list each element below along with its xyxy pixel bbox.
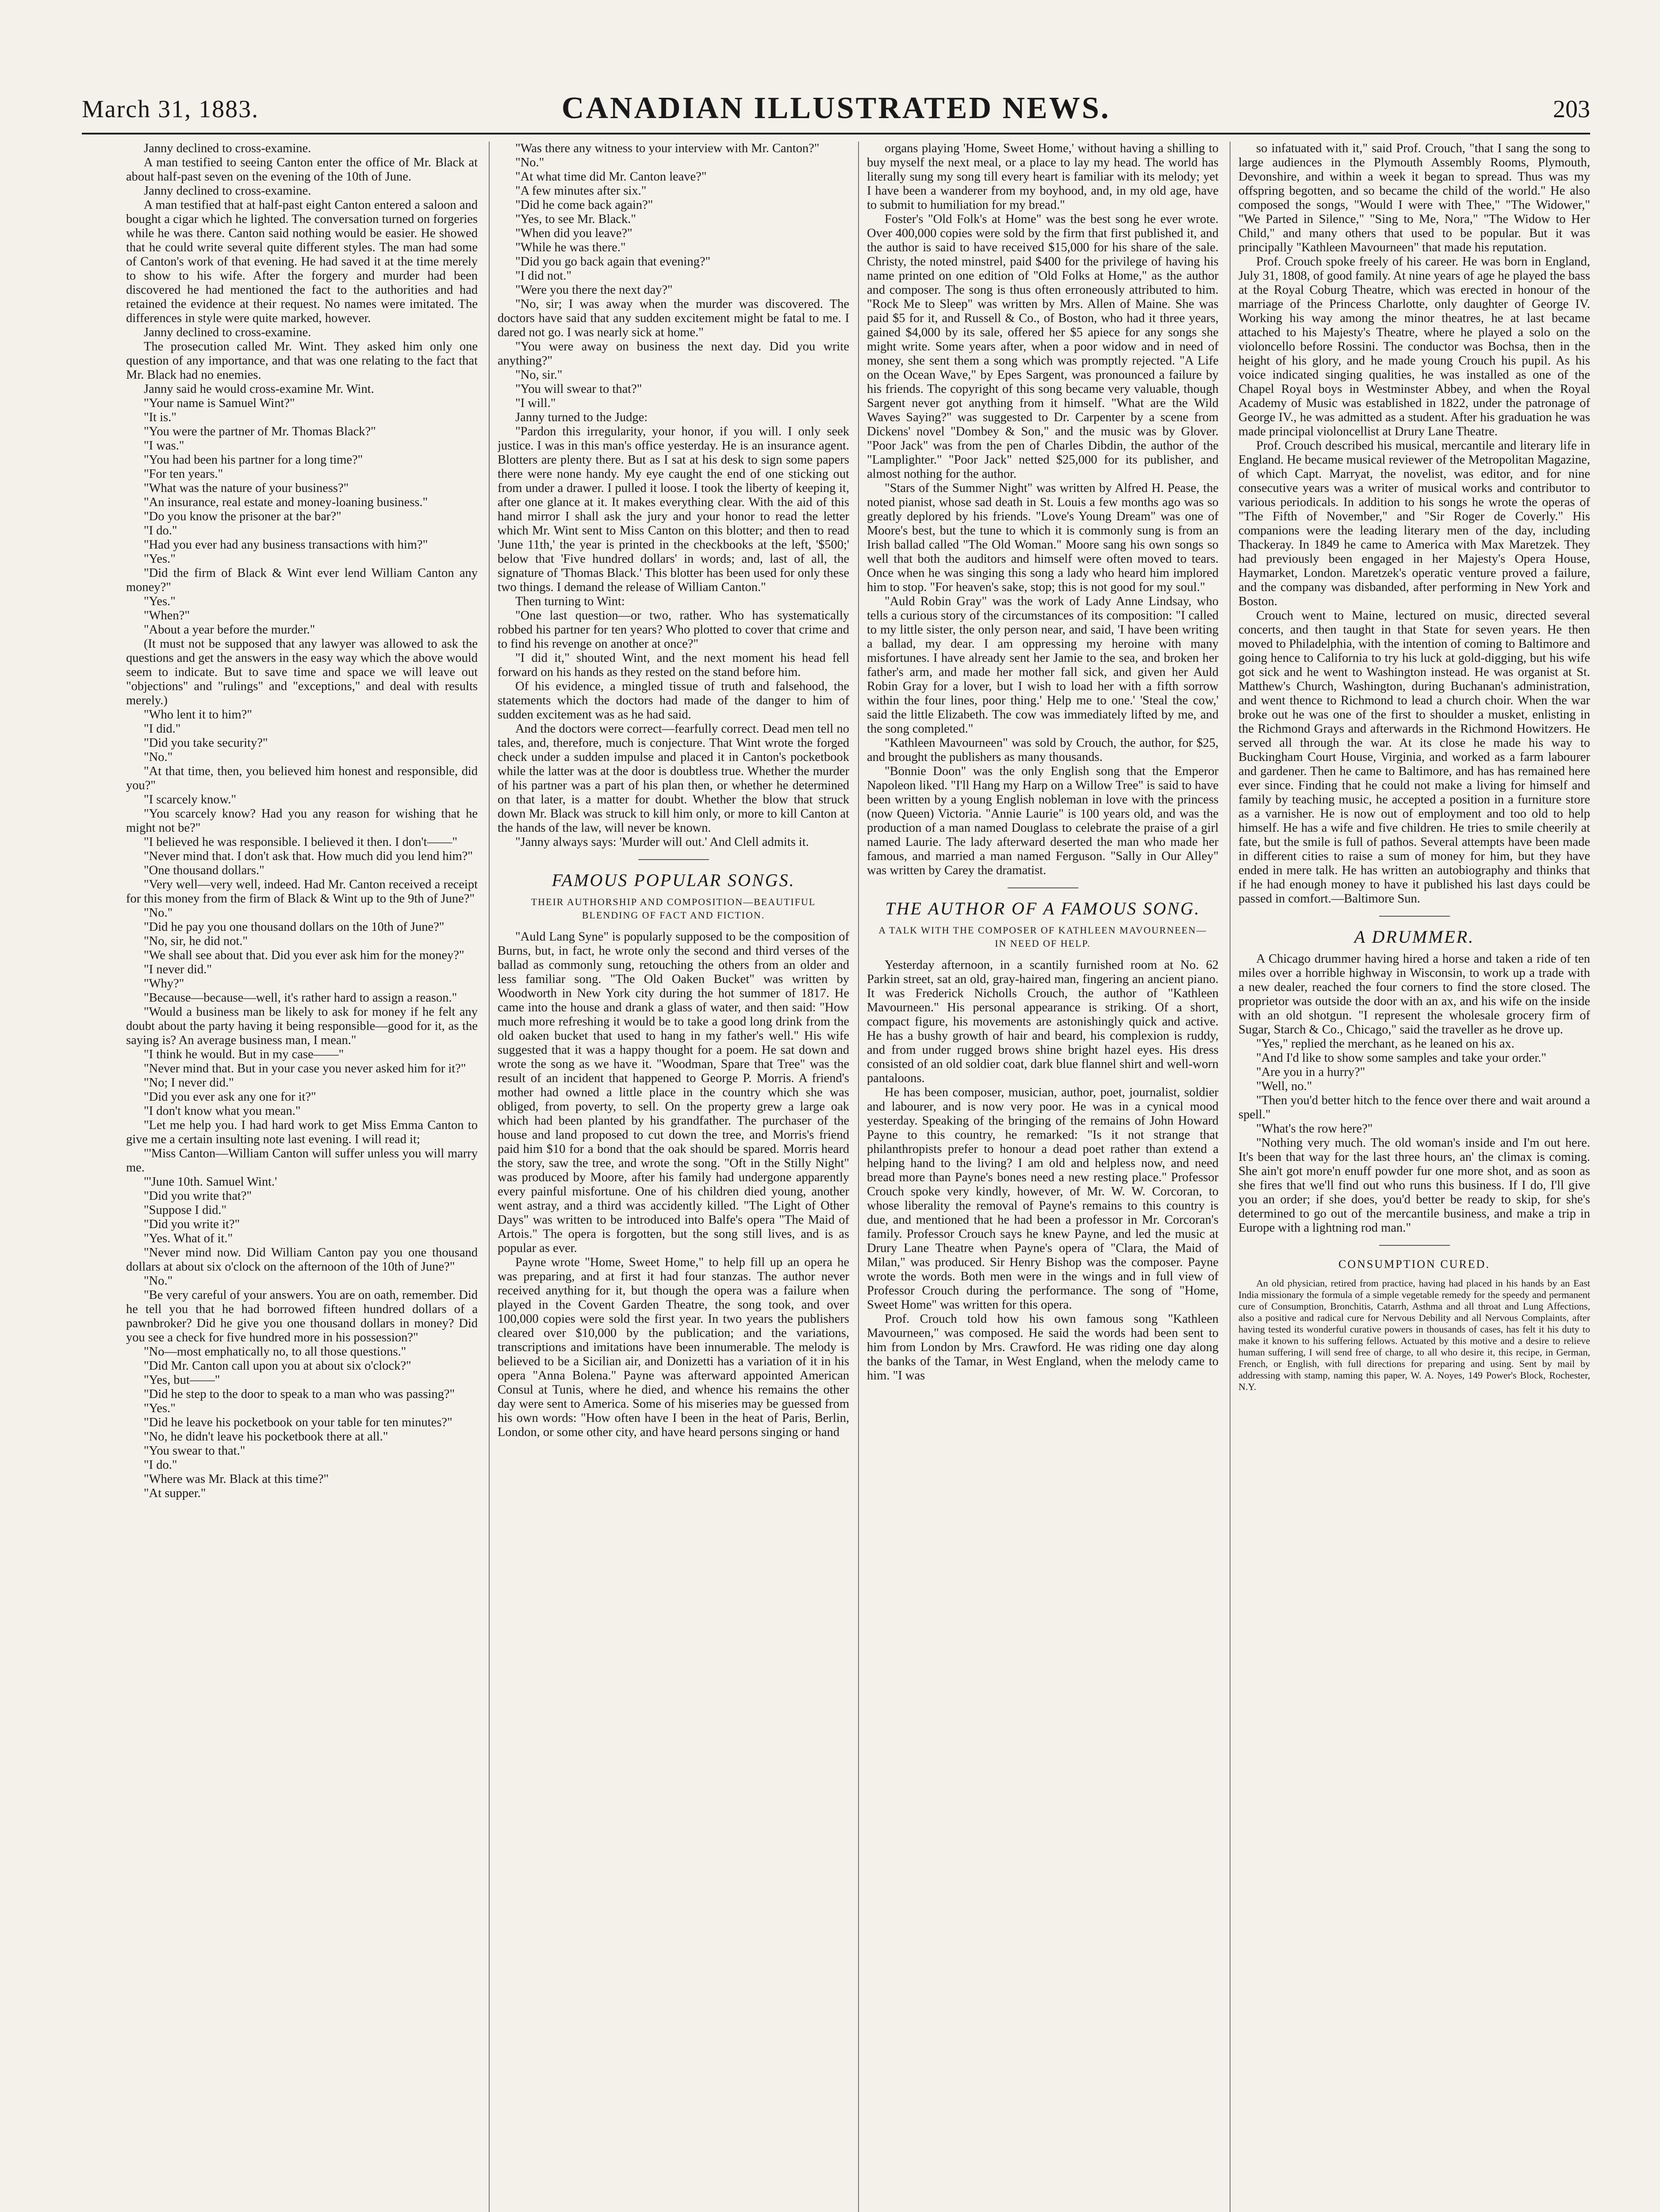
- paragraph: "No.": [144, 906, 173, 920]
- paragraph: "I did.": [144, 722, 181, 736]
- paragraph: "I never did.": [144, 963, 212, 976]
- paragraph: "Very well—very well, indeed. Had Mr. Canton received a receipt for this money from the firm of Black & Wint up to the 9th of June?": [126, 878, 478, 906]
- paragraph: "Did you write it?": [144, 1217, 240, 1231]
- paragraph: Prof. Crouch spoke freely of his career. He was born in England, July 31, 1808, of good family. At nine years of age he played the bass at the Royal Coburg Theatre, which was erected in honour of the marriage of the Princess Charlotte, only daughter of George IV. Working his way among the minor theatres, he at last became attached to his Majesty's Theatre, where he played a solo on the violoncello before Rossini. The conductor was Bochsa, then in the height of his glory, and he made young Crouch his pupil. As his voice indicated singing qualities, he was installed as one of the Chapel Royal boys in Westminster Abbey, and when the Royal Academy of Music was established in 1822, under the patronage of George IV., he was admitted as a student. After his graduation he was made principal violoncellist at Drury Lane Theatre.: [1238, 255, 1590, 438]
- paragraph: "You will swear to that?": [515, 382, 642, 396]
- paragraph: "When?": [144, 609, 190, 622]
- author-article-continued: [1238, 142, 1590, 906]
- author-article: [867, 958, 1219, 1383]
- column-2: [498, 142, 849, 2212]
- paragraph: "Never mind now. Did William Canton pay you one thousand dollars at about six o'clock on the afternoon of the 10th of June?": [126, 1246, 478, 1274]
- paragraph: Foster's "Old Folk's at Home" was the best song he ever wrote. Over 400,000 copies were sold by the firm that first published it, and the author is said to have received $15,000 for his share of the sale. Christy, the noted minstrel, paid $400 for the privilege of having his name printed on one edition of "Old Folks at Home," as the author and composer. The song is thus often erroneously attributed to him. "Rock Me to Sleep" was written by Mrs. Allen of Maine. She was paid $5 for it, and Russell & Co., of Boston, who had it three years, gained $4,000 by its sale, offered her $5 apiece for any songs she might write. Some years after, when a poor widow and in need of money, she sent them a song which was promptly rejected. "A Life on the Ocean Wave," by Epes Sargent, was pronounced a failure by his friends. The copyright of this song became very valuable, though Sargent never got anything from it himself. "What are the Wild Waves Saying?" was suggested to Dr. Carpenter by a scene from Dickens' novel "Dombey & Son," and the music was by Glover. "Poor Jack" was from the pen of Charles Dibdin, the author of the "Lamplighter." "Poor Jack" netted $25,000 for its publisher, and almost nothing for the author.: [867, 212, 1219, 481]
- header-rule: [82, 133, 1590, 134]
- paragraph: "Did he pay you one thousand dollars on the 10th of June?": [144, 920, 445, 934]
- paragraph: "Yes, to see Mr. Black.": [515, 212, 636, 226]
- paragraph: Janny declined to cross-examine.: [144, 142, 311, 155]
- paragraph: "No.": [515, 156, 544, 169]
- paragraph: Payne wrote "Home, Sweet Home," to help fill up an opera he was preparing, and at first it had four stanzas. The author never received anything for it, but though the opera was a failure when played in the Covent Garden Theatre, the song took, and over 100,000 copies were sold the first year. In two years the publishers cleared over $10,000 by the publication; and the variations, transcriptions and imitations have been innumerable. The melody is believed to be a Sicilian air, and Donizetti has a variation of it in his opera "Anna Bolena." Payne was afterward appointed American Consul at Tunis, where he died, and whence his remains the other day were sent to America. Some of his miseries may be guessed from his own words: "How often have I been in the heat of Paris, Berlin, London, or some other city, and have heard persons singing or hand: [498, 1256, 849, 1439]
- paragraph: "'Miss Canton—William Canton will suffer unless you will marry me.: [126, 1147, 478, 1175]
- paragraph: "At what time did Mr. Canton leave?": [515, 170, 707, 184]
- paragraph: "One last question—or two, rather. Who has systematically robbed his partner for ten years? Who plotted to cover that crime and to find his revenge on another at once?": [498, 609, 849, 651]
- paragraph: "Yes.": [144, 1402, 176, 1415]
- author-subheading: A TALK WITH THE COMPOSER OF KATHLEEN MAVOURNEEN—IN NEED OF HELP.: [878, 925, 1207, 949]
- paragraph: "I do.": [144, 1458, 177, 1472]
- paragraph: Yesterday afternoon, in a scantily furnished room at No. 62 Parkin street, sat an old, gray-haired man, fingering an ancient piano. It was Frederick Nicholls Crouch, the author of "Kathleen Mavourneen." His personal appearance is striking. Of a short, compact figure, his movements are astonishingly quick and active. He has a bushy growth of hair and beard, his complexion is ruddy, and from under rugged brows shine bright hazel eyes. His dress consisted of an old soldier coat, dark blue flannel shirt and well-worn pantaloons.: [867, 958, 1219, 1085]
- masthead-title: CANADIAN ILLUSTRATED NEWS.: [561, 91, 1111, 125]
- paragraph: "It is.": [144, 411, 176, 424]
- paragraph: "No—most emphatically no, to all those questions.": [144, 1345, 406, 1359]
- paragraph: "No.": [144, 750, 173, 764]
- paragraph: "You were the partner of Mr. Thomas Black?": [144, 425, 376, 438]
- column-4: [1238, 142, 1590, 2212]
- column-divider: [1230, 142, 1231, 2212]
- paragraph: "I was.": [144, 439, 184, 453]
- songs-heading: FAMOUS POPULAR SONGS.: [552, 870, 795, 890]
- paragraph: "Never mind that. I don't ask that. How much did you lend him?": [144, 849, 473, 863]
- paragraph: "Be very careful of your answers. You are on oath, remember. Did he tell you that he had borrowed fifteen hundred dollars of a pawnbroker? Did he give you one thousand dollars in money? Did you see a check for five hundred more in his possession?": [126, 1288, 478, 1344]
- paragraph: Janny declined to cross-examine.: [144, 326, 311, 339]
- paragraph: (It must not be supposed that any lawyer was allowed to ask the questions and get the answers in the easy way which the above would seem to indicate. But to save time and space we will leave out "objections" and "rulings" and "exceptions," and deal with results merely.): [126, 637, 478, 707]
- songs-article-continued: [867, 142, 1219, 878]
- paragraph: "Auld Robin Gray" was the work of Lady Anne Lindsay, who tells a curious story of the circumstances of its composition: "I called to my little sister, the only person near, and said, 'I have been writing a ballad, my dear. I am oppressing my heroine with many misfortunes. I have already sent her Jamie to the sea, and broken her father's arm, and made her mother fall sick, and given her Auld Robin Gray for a lover, but I wish to load her with a fifth sorrow within the four lines, poor thing.' Help me to one.' 'Steal the cow,' said the little Elizabeth. The cow was immediately lifted by me, and the song completed.": [867, 595, 1219, 736]
- paragraph: "Well, no.": [1256, 1079, 1312, 1093]
- paragraph: A Chicago drummer having hired a horse and taken a ride of ten miles over a horrible highway in Wisconsin, to work up a trade with a new dealer, reached the four corners to find the store closed. The proprietor was outside the door with an ax, and his wife on the inside with an old shotgun. "I represent the wholesale grocery firm of Sugar, Starch & Co., Chicago," said the traveller as he drove up.: [1238, 952, 1590, 1037]
- paragraph: "Yes, but——": [144, 1373, 220, 1387]
- paragraph: "We shall see about that. Did you ever ask him for the money?": [144, 949, 464, 962]
- paragraph: "A few minutes after six.": [515, 184, 647, 198]
- paragraph: Crouch went to Maine, lectured on music, directed several concerts, and then taught in that State for seven years. He then moved to Philadelphia, with the intention of coming to Baltimore and going hence to California to try his luck at gold-digging, but his wife got sick and he went to Washington instead. He was organist at St. Matthew's Church, Washington, during Buchanan's administration, and went thence to Richmond to lead a church choir. When the war broke out he was one of the first to shoulder a musket, enlisting in the Richmond Grays and afterwards in the Richmond Howitzers. He served all through the war. At its close he made his way to Buckingham Court House, Virginia, and worked as a farm labourer and gardener. Then he came to Baltimore, and has has remained here ever since. Finding that he could not make a living for himself and family by teaching music, he accepted a position in a furniture store as a varnisher. He is now out of employment and too old to help himself. He has a wife and five children. He tries to smile cheerily at fate, but the smile is full of pathos. Several attempts have been made in different cities to raise a sum of money for him, but they have ended in mere talk. He has written an autobiography and thinks that if he had enough money to have it published his last days could be passed in comfort.—Baltimore Sun.: [1238, 609, 1590, 906]
- paragraph: Janny said he would cross-examine Mr. Wint.: [144, 382, 374, 396]
- paragraph: "Stars of the Summer Night" was written by Alfred H. Pease, the noted pianist, whose sad death in St. Louis a few months ago was so greatly deplored by his friends. "Love's Young Dream" was one of Moore's best, but the tune to which it is commonly sung is from an Irish ballad called "The Old Woman." Moore sang his own songs so well that both the auditors and himself were often moved to tears. Once when he was singing this song a lady who heard him implored him to stop. "For heaven's sake, stop; this is not good for my soul.": [867, 481, 1219, 594]
- paragraph: "I believed he was responsible. I believed it then. I don't——": [144, 835, 458, 849]
- paragraph: A man testified to seeing Canton enter the office of Mr. Black at about half-past seven on the evening of the 10th of June.: [126, 156, 478, 184]
- section-divider: [638, 859, 709, 860]
- paragraph: "Never mind that. But in your case you never asked him for it?": [144, 1062, 466, 1075]
- paragraph: "Then you'd better hitch to the fence over there and wait around a spell.": [1238, 1094, 1590, 1121]
- paragraph: "Janny always says: 'Murder will out.' And Clell admits it.: [515, 835, 809, 849]
- paragraph: "Yes," replied the merchant, as he leaned on his ax.: [1256, 1037, 1514, 1051]
- paragraph: Janny declined to cross-examine.: [144, 184, 311, 198]
- paragraph: "Where was Mr. Black at this time?": [144, 1472, 329, 1486]
- consumption-heading: CONSUMPTION CURED.: [1338, 1258, 1490, 1271]
- paragraph: "When did you leave?": [515, 227, 633, 240]
- paragraph: "No, he didn't leave his pocketbook there at all.": [144, 1430, 388, 1444]
- paragraph: "Why?": [144, 977, 184, 991]
- paragraph: "Pardon this irregularity, your honor, if you will. I only seek justice. I was in this man's office yesterday. He is an insurance agent. Blotters are plenty there. But as I sat at his desk to sign some papers there were none handy. My eye caught the end of one sticking out from under a drawer. I pulled it loose. I took the liberty of keeping it, after one glance at it. It makes everything clear. With the aid of this hand mirror I shall ask the jury and your honor to read the letter which Mr. Wint sent to Miss Canton on this blotter; and then to read 'June 11th,' the year is printed in the checkbooks at the left, '$500;' below that 'Five hundred dollars' in words; and, last of all, the signature of 'Thomas Black.' This blotter has been used for only these two things. I demand the release of William Canton.": [498, 425, 849, 594]
- paragraph: "No, sir.": [515, 368, 563, 382]
- paragraph: "Did the firm of Black & Wint ever lend William Canton any money?": [126, 566, 478, 594]
- paragraph: Janny turned to the Judge:: [515, 411, 648, 424]
- paragraph: "Bonnie Doon" was the only English song that the Emperor Napoleon liked. "I'll Hang my Harp on a Willow Tree" is said to have been written by a young English nobleman in love with the princess (now Queen) Victoria. "Annie Laurie" is 100 years old, and was the production of a man named Douglass to celebrate the praise of a girl named Laurie. The lady afterward deserted the man who made her famous, and married a man named Ferguson. "Sally in Our Alley" was written by Carey the dramatist.: [867, 764, 1219, 877]
- section-divider: [1379, 1245, 1450, 1246]
- paragraph: "Was there any witness to your interview with Mr. Canton?": [515, 142, 820, 155]
- songs-subheading: THEIR AUTHORSHIP AND COMPOSITION—BEAUTIFUL BLENDING OF FACT AND FICTION.: [531, 896, 816, 921]
- paragraph: "What was the nature of your business?": [144, 481, 349, 495]
- paragraph: "Yes.": [144, 552, 176, 566]
- paragraph: "You scarcely know? Had you any reason for wishing that he might not be?": [126, 807, 478, 835]
- column-divider: [489, 142, 490, 2212]
- paragraph: "What's the row here?": [1256, 1122, 1373, 1136]
- issue-date: March 31, 1883.: [82, 96, 259, 123]
- paragraph: "You were away on business the next day. Did you write anything?": [498, 340, 849, 368]
- paragraph: "Did you write that?": [144, 1189, 252, 1203]
- paragraph: "Because—because—well, it's rather hard to assign a reason.": [144, 991, 457, 1005]
- paragraph: "I think he would. But in my case——": [144, 1048, 344, 1061]
- paragraph: "Did he leave his pocketbook on your table for ten minutes?": [144, 1416, 452, 1429]
- paragraph: "Did he step to the door to speak to a man who was passing?": [144, 1387, 455, 1401]
- paragraph: "Who lent it to him?": [144, 708, 252, 722]
- trial-story-part-2: [498, 142, 849, 849]
- paragraph: Prof. Crouch told how his own famous song "Kathleen Mavourneen," was composed. He said the words had been sent to him from London by Mrs. Crawford. He was riding one day along the banks of the Tamar, in West England, when the melody came to him. "I was: [867, 1312, 1219, 1382]
- paragraph: "While he was there.": [515, 241, 626, 254]
- paragraph: "Yes.": [144, 595, 176, 608]
- paragraph: "Suppose I did.": [144, 1203, 227, 1217]
- paragraph: A man testified that at half-past eight Canton entered a saloon and bought a cigar which he lighted. The conversation turned on forgeries while he was there. Canton said nothing would be easier. He showed that he could write several quite different styles. The man had some of Canton's work of that evening. He had saved it at the time merely to show to his wife. After the forgery and murder had been discovered he had mentioned the fact to the authorities and had retained the evidence at their request. No names were imitated. The differences in style were quite marked, however.: [126, 198, 478, 325]
- paragraph: "Let me help you. I had hard work to get Miss Emma Canton to give me a certain insulting note last evening. I will read it;: [126, 1118, 478, 1146]
- paragraph: "Yes. What of it.": [144, 1232, 233, 1245]
- paragraph: "No; I never did.": [144, 1076, 234, 1090]
- songs-article: [498, 930, 849, 1440]
- paragraph: "I scarcely know.": [144, 793, 236, 806]
- paragraph: Then turning to Wint:: [515, 595, 625, 608]
- paragraph: "Your name is Samuel Wint?": [144, 396, 295, 410]
- trial-story-part-1: [126, 142, 478, 1501]
- paragraph: Prof. Crouch described his musical, mercantile and literary life in England. He became musical reviewer of the Metropolitan Magazine, of which Capt. Marryat, the novelist, was editor, and for nine consecutive years was a writer of musical works and contributor to various periodicals. In addition to his songs he wrote the operas of "The Fifth of November," and "Sir Roger de Coverly." His companions were the leading literary men of the day, including Thackeray. In 1849 he came to America with Max Maretzek. They had previously been engaged in her Majesty's Opera House, Haymarket, London. Maretzek's operatic venture proved a failure, and the company was disbanded, after performing in New York and Boston.: [1238, 439, 1590, 608]
- paragraph: "Are you in a hurry?": [1256, 1065, 1365, 1079]
- drummer-heading: A DRUMMER.: [1354, 927, 1475, 947]
- paragraph: "'June 10th. Samuel Wint.': [144, 1175, 277, 1189]
- paragraph: "No, sir, he did not.": [144, 934, 248, 948]
- paragraph: "Did Mr. Canton call upon you at about six o'clock?": [144, 1359, 411, 1373]
- column-1: [126, 142, 478, 2212]
- paragraph: "No.": [144, 1274, 173, 1288]
- consumption-advert: An old physician, retired from practice, having had placed in his hands by an East India missionary the formula of a simple vegetable remedy for the speedy and permanent cure of Consumption, Bronchitis, Catarrh, Asthma and all throat and Lung Affections, also a positive and radical cure for Nervous Debility and all Nervous Complaints, after having tested its wonderful curative powers in thousands of cases, has felt it his duty to make it known to his suffering fellows. Actuated by this motive and a desire to relieve human suffering, I will send free of charge, to all who desire it, this recipe, in German, French, or English, with full directions for preparing and using. Sent by mail by addressing with stamp, naming this paper, W. A. Noyes, 149 Power's Block, Rochester, N.Y.: [1238, 1278, 1590, 1392]
- paragraph: "I did not.": [515, 269, 571, 283]
- paragraph: so infatuated with it," said Prof. Crouch, "that I sang the song to large audiences in the Plymouth Assembly Rooms, Plymouth, Devonshire, and within a week it began to spread. Thus was my offspring begotten, and so became the child of the world." He also composed the songs, "Would I were with Thee," "The Widower," "We Parted in Silence," "Sing to Me, Nora," "The Widow to Her Child," and many others that used to be popular. But it was principally "Kathleen Mavourneen" that made his reputation.: [1238, 142, 1590, 254]
- paragraph: "Did he come back again?": [515, 198, 653, 212]
- paragraph: "Kathleen Mavourneen" was sold by Crouch, the author, for $25, and brought the publishers as many thousands.: [867, 736, 1219, 764]
- paragraph: The prosecution called Mr. Wint. They asked him only one question of any importance, and that was one relating to the fact that Mr. Black had no enemies.: [126, 340, 478, 382]
- paragraph: "You had been his partner for a long time?": [144, 453, 363, 467]
- paragraph: "Nothing very much. The old woman's inside and I'm out here. It's been that way for the last three hours, an' the climax is coming. She ain't got more'n enuff powder fur one more shot, and as soon as she fires that we'll find out who runs this business. If I do, I'll give you an order; if she does, you'd better be ready to skip, for she's determined to go out of the mercantile business, and make a trip in Europe with a lightning rod man.": [1238, 1136, 1590, 1235]
- paragraph: "Were you there the next day?": [515, 283, 673, 297]
- column-divider: [858, 142, 859, 2212]
- section-divider: [1008, 887, 1078, 888]
- paragraph: "Had you ever had any business transactions with him?": [144, 538, 428, 552]
- paragraph: "At that time, then, you believed him honest and responsible, did you?": [126, 764, 478, 792]
- paragraph: Of his evidence, a mingled tissue of truth and falsehood, the statements which the doctors had made of the danger to him of sudden excitement was as he had said.: [498, 680, 849, 722]
- paragraph: "At supper.": [144, 1486, 206, 1500]
- paragraph: "I will.": [515, 396, 556, 410]
- section-divider: [1379, 916, 1450, 917]
- paragraph: "Would a business man be likely to ask for money if he felt any doubt about the party having it being responsible—good for it, as the saying is? An average business man, I mean.": [126, 1005, 478, 1047]
- paragraph: "Did you go back again that evening?": [515, 255, 711, 269]
- paragraph: "I did it," shouted Wint, and the next moment his head fell forward on his hands as they rested on the stand before him.: [498, 651, 849, 679]
- paragraph: "One thousand dollars.": [144, 864, 265, 877]
- author-heading: THE AUTHOR OF A FAMOUS SONG.: [885, 899, 1200, 918]
- paragraph: "For ten years.": [144, 467, 223, 481]
- paragraph: "Did you ever ask any one for it?": [144, 1090, 316, 1104]
- paragraph: organs playing 'Home, Sweet Home,' without having a shilling to buy myself the next meal, or a place to lay my head. The world has literally sung my song till every heart is familiar with its melody; yet I have been a wanderer from my boyhood, and, in my old age, have to submit to humiliation for my bread.": [867, 142, 1219, 212]
- paragraph: "I don't know what you mean.": [144, 1104, 301, 1118]
- paragraph: He has been composer, musician, author, poet, journalist, soldier and labourer, and is now very poor. He was in a cynical mood yesterday. Speaking of the bringing of the remains of John Howard Payne to this country, he remarked: "Is it not strange that philanthropists prefer to honour a dead poet rather than extend a helping hand to the living? I am old and helpless now, and need bread more than Payne's bones need a new resting place." Professor Crouch spoke very kindly, however, of Mr. W. W. Corcoran, to whose liberality the removal of Payne's remains to this country is due, and mentioned that he had been a professor in Mr. Corcoran's family. Professor Crouch says he knew Payne, and led the music at Drury Lane Theatre when Payne's opera of "Clara, the Maid of Milan," was produced. Sir Henry Bishop was the composer. Payne wrote the words. Both men were in the wings and in full view of Professor Crouch during the performance. The song of "Home, Sweet Home" was written for this opera.: [867, 1086, 1219, 1312]
- drummer-article: [1238, 952, 1590, 1235]
- paragraph: "Auld Lang Syne" is popularly supposed to be the composition of Burns, but, in fact, he wrote only the second and third verses of the ballad as commonly sung, retouching the others from an older and less familiar song. "The Old Oaken Bucket" was written by Woodworth in New York city during the hot summer of 1817. He came into the house and drank a glass of water, and then said: "How much more refreshing it would be to take a good long drink from the old oaken bucket that used to hang in my father's well." His wife suggested that it was a happy thought for a poem. He sat down and wrote the song as we have it. "Woodman, Spare that Tree" was the result of an incident that happened to George P. Morris. A friend's mother had owned a little place in the country which she was obliged, from poverty, to sell. On the property grew a large oak which had been planted by his grandfather. The purchaser of the house and land proposed to cut down the tree, and Morris's friend paid him $10 for a bond that the oak should be spared. Morris heard the story, saw the tree, and wrote the song. "Oft in the Stilly Night" was produced by Moore, after his family had undergone apparently every painful misfortune. One of his children died young, another went astray, and a third was accidently killed. "The Light of Other Days" was written to be introduced into Balfe's opera "The Maid of Artois." The opera is forgotten, but the song still lives, and is as popular as ever.: [498, 930, 849, 1255]
- paragraph: And the doctors were correct—fearfully correct. Dead men tell no tales, and, therefore, much is conjecture. That Wint wrote the forged check under a sudden impulse and placed it in Canton's pocketbook while the latter was at the door is doubtless true. Whether the murder of his partner was a part of his plan then, or whether he determined on that later, is a matter for doubt. Whether the blow that struck down Mr. Black was struck to kill him only, or more to kill Canton at the hands of the law, will never be known.: [498, 722, 849, 835]
- paragraph: "I do.": [144, 524, 177, 538]
- page-number: 203: [1553, 96, 1590, 123]
- column-3: [867, 142, 1219, 2212]
- paragraph: "No, sir; I was away when the murder was discovered. The doctors have said that any sudden excitement might be fatal to me. I dared not go. I was nearly sick at home.": [498, 297, 849, 339]
- paragraph: "An insurance, real estate and money-loaning business.": [144, 495, 428, 509]
- paragraph: "Did you take security?": [144, 736, 268, 750]
- paragraph: "Do you know the prisoner at the bar?": [144, 510, 341, 523]
- page-header: [82, 91, 1590, 131]
- paragraph: "About a year before the murder.": [144, 623, 315, 637]
- paragraph: "And I'd like to show some samples and take your order.": [1256, 1051, 1547, 1065]
- paragraph: "You swear to that.": [144, 1444, 245, 1458]
